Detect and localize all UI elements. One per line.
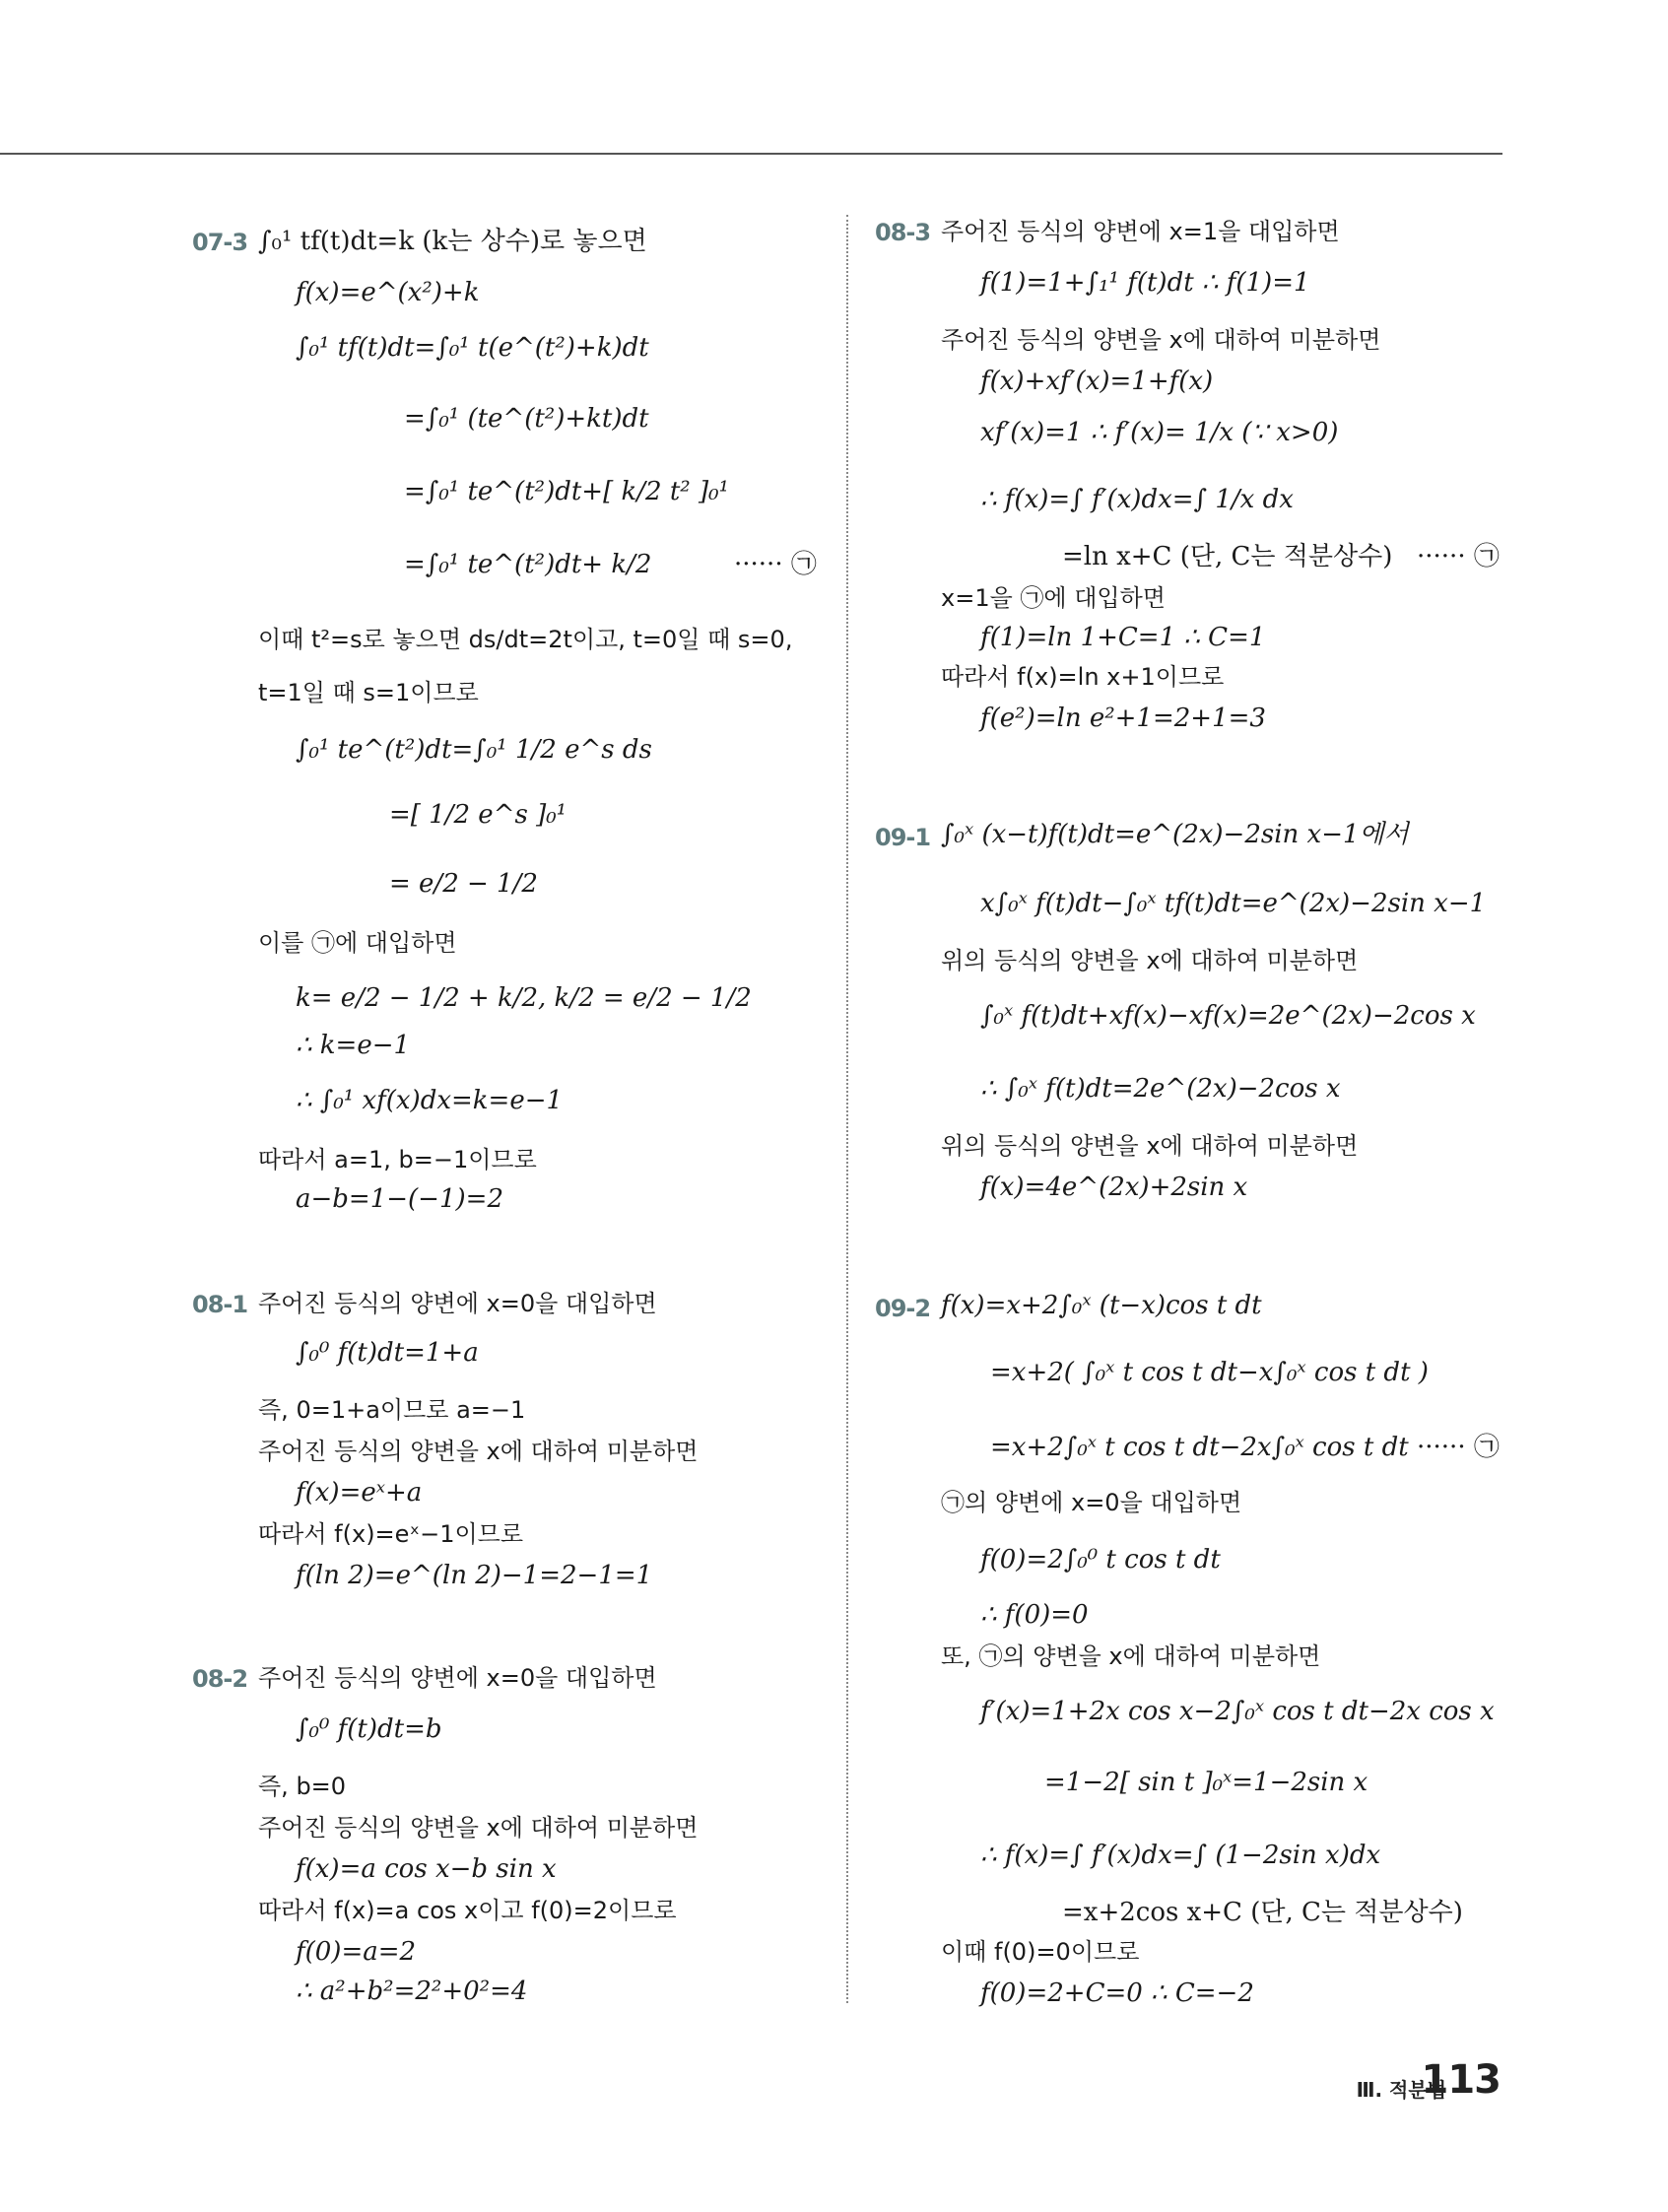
chapter-title: Ⅲ. 적분법 <box>1356 2078 1446 2102</box>
line: 주어진 등식의 양변에 x=0을 대입하면 <box>258 1290 657 1317</box>
line: xf′(x)=1 ∴ f′(x)= 1/x (∵ x>0) <box>980 418 1339 447</box>
line: f(x)=a cos x−b sin x <box>296 1854 557 1884</box>
line: 이때 f(0)=0이므로 <box>941 1938 1140 1966</box>
line: f(0)=a=2 <box>296 1937 417 1967</box>
problem-label-08-3: 08-3 <box>875 219 931 246</box>
line: ㉠의 양변에 x=0을 대입하면 <box>941 1489 1242 1516</box>
line: =∫₀¹ te^(t²)dt+[ k/2 t² ]₀¹ <box>404 477 729 506</box>
line: f(1)=1+∫₁¹ f(t)dt ∴ f(1)=1 <box>980 268 1310 298</box>
line: k= e/2 − 1/2 + k/2, k/2 = e/2 − 1/2 <box>296 983 752 1013</box>
line: 따라서 f(x)=a cos x이고 f(0)=2이므로 <box>258 1897 677 1924</box>
line: f(e²)=ln e²+1=2+1=3 <box>980 704 1266 733</box>
line: 주어진 등식의 양변을 x에 대하여 미분하면 <box>258 1814 699 1842</box>
line: =∫₀¹ te^(t²)dt+ k/2 <box>404 550 652 579</box>
line: f(1)=ln 1+C=1 ∴ C=1 <box>980 623 1266 652</box>
equation-marker: ······ ㉠ <box>734 550 817 579</box>
line: f(ln 2)=e^(ln 2)−1=2−1=1 <box>296 1561 653 1590</box>
line: 즉, b=0 <box>258 1773 347 1800</box>
line: f(x)=e^(x²)+k <box>296 278 480 307</box>
line: f(x)=4e^(2x)+2sin x <box>980 1173 1248 1202</box>
line: 이때 t²=s로 놓으면 ds/dt=2t이고, t=0일 때 s=0, <box>258 626 793 653</box>
line: f(x)=x+2∫₀ˣ (t−x)cos t dt <box>941 1291 1262 1320</box>
line: 또, ㉠의 양변을 x에 대하여 미분하면 <box>941 1642 1321 1670</box>
line: 주어진 등식의 양변을 x에 대하여 미분하면 <box>258 1438 699 1465</box>
column-divider <box>846 215 848 2003</box>
line: 이를 ㉠에 대입하면 <box>258 929 457 957</box>
line: ∫₀⁰ f(t)dt=1+a <box>296 1338 479 1368</box>
header-rule <box>0 153 1502 155</box>
line: ∫₀⁰ f(t)dt=b <box>296 1714 442 1744</box>
line: f(x)+xf′(x)=1+f(x) <box>980 367 1214 396</box>
line: f(0)=2+C=0 ∴ C=−2 <box>980 1978 1254 2008</box>
line: ∫₀¹ te^(t²)dt=∫₀¹ 1/2 e^s ds <box>296 735 652 765</box>
line: = e/2 − 1/2 <box>389 869 538 899</box>
line: ∫₀ˣ (x−t)f(t)dt=e^(2x)−2sin x−1에서 <box>941 820 1409 849</box>
line: x=1을 ㉠에 대입하면 <box>941 584 1166 612</box>
line: =ln x+C (단, C는 적분상수) <box>1062 542 1393 571</box>
problem-label-09-1: 09-1 <box>875 824 931 851</box>
line: a−b=1−(−1)=2 <box>296 1184 503 1214</box>
problem-label-08-2: 08-2 <box>192 1665 248 1693</box>
line: ∫₀ˣ f(t)dt+xf(x)−xf(x)=2e^(2x)−2cos x <box>980 1001 1476 1031</box>
problem-label-09-2: 09-2 <box>875 1295 931 1322</box>
line: =∫₀¹ (te^(t²)+kt)dt <box>404 404 649 434</box>
line: f(x)=eˣ+a <box>296 1478 423 1508</box>
line: 위의 등식의 양변을 x에 대하여 미분하면 <box>941 947 1359 974</box>
line: ∫₀¹ tf(t)dt=k (k는 상수)로 놓으면 <box>258 227 647 256</box>
line: ∴ f(x)=∫ f′(x)dx=∫ 1/x dx <box>980 485 1294 514</box>
line: ∴ ∫₀ˣ f(t)dt=2e^(2x)−2cos x <box>980 1074 1341 1104</box>
line: ∴ ∫₀¹ xf(x)dx=k=e−1 <box>296 1086 564 1115</box>
line: 따라서 a=1, b=−1이므로 <box>258 1146 537 1173</box>
line: =x+2∫₀ˣ t cos t dt−2x∫₀ˣ cos t dt <box>990 1433 1409 1462</box>
line: f′(x)=1+2x cos x−2∫₀ˣ cos t dt−2x cos x <box>980 1697 1495 1726</box>
page-number: 113 <box>1421 2057 1501 2103</box>
line: ∫₀¹ tf(t)dt=∫₀¹ t(e^(t²)+k)dt <box>296 333 649 363</box>
line: ∴ f(x)=∫ f′(x)dx=∫ (1−2sin x)dx <box>980 1841 1381 1870</box>
line: =x+2( ∫₀ˣ t cos t dt−x∫₀ˣ cos t dt ) <box>990 1358 1429 1387</box>
equation-marker: ······ ㉠ <box>1417 1433 1500 1462</box>
line: =[ 1/2 e^s ]₀¹ <box>389 800 567 830</box>
problem-label-07-3: 07-3 <box>192 229 248 256</box>
line: 따라서 f(x)=eˣ−1이므로 <box>258 1520 524 1548</box>
line: t=1일 때 s=1이므로 <box>258 679 479 706</box>
line: ∴ k=e−1 <box>296 1031 411 1060</box>
line: x∫₀ˣ f(t)dt−∫₀ˣ tf(t)dt=e^(2x)−2sin x−1 <box>980 889 1487 918</box>
line: f(0)=2∫₀⁰ t cos t dt <box>980 1545 1221 1575</box>
line: =x+2cos x+C (단, C는 적분상수) <box>1062 1898 1463 1927</box>
line: 즉, 0=1+a이므로 a=−1 <box>258 1396 526 1424</box>
problem-label-08-1: 08-1 <box>192 1291 248 1318</box>
line: 따라서 f(x)=ln x+1이므로 <box>941 663 1225 691</box>
line: 주어진 등식의 양변에 x=1을 대입하면 <box>941 218 1340 245</box>
line: =1−2[ sin t ]₀ˣ=1−2sin x <box>1044 1768 1368 1797</box>
line: 주어진 등식의 양변에 x=0을 대입하면 <box>258 1664 657 1692</box>
equation-marker: ······ ㉠ <box>1417 542 1500 571</box>
line: 주어진 등식의 양변을 x에 대하여 미분하면 <box>941 326 1381 354</box>
line: ∴ f(0)=0 <box>980 1600 1089 1630</box>
line: ∴ a²+b²=2²+0²=4 <box>296 1977 528 2006</box>
line: 위의 등식의 양변을 x에 대하여 미분하면 <box>941 1132 1359 1160</box>
